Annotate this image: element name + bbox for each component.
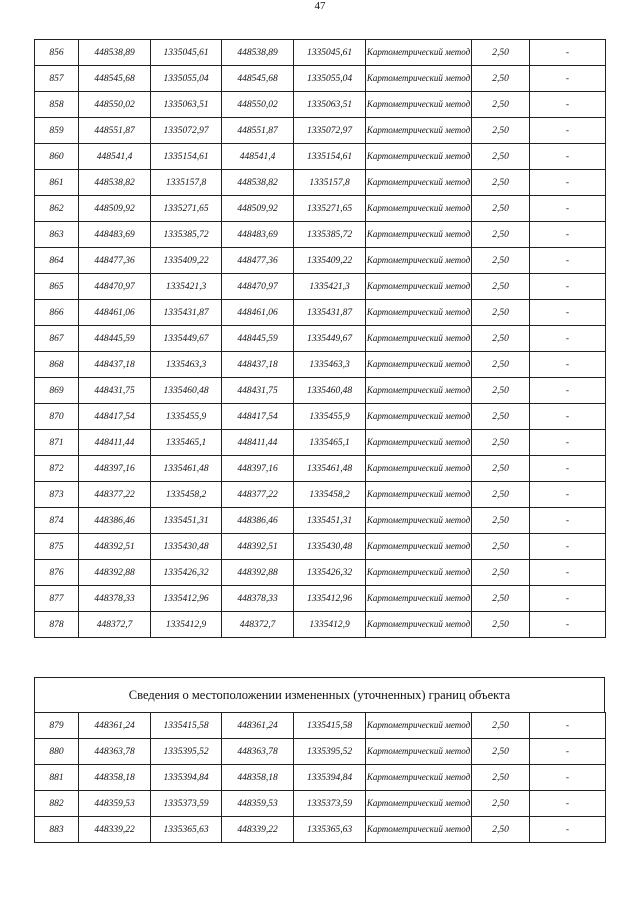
method-label: Картометрический метод xyxy=(366,255,471,265)
x-existing-cell: 448392,88 xyxy=(79,560,151,586)
y-existing-cell: 1335385,72 xyxy=(151,222,222,248)
point-number-cell: 865 xyxy=(35,274,79,300)
y-changed-cell: 1335426,32 xyxy=(294,560,366,586)
y-existing-cell: 1335365,63 xyxy=(151,817,222,843)
point-number-cell: 861 xyxy=(35,170,79,196)
accuracy-cell: 2,50 xyxy=(472,482,530,508)
description-cell: - xyxy=(530,482,606,508)
point-number-cell: 877 xyxy=(35,586,79,612)
x-changed-cell: 448551,87 xyxy=(222,118,294,144)
method-label: Картометрический метод xyxy=(366,411,471,421)
method-cell xyxy=(366,482,472,508)
y-changed-cell: 1335063,51 xyxy=(294,92,366,118)
x-existing-cell: 448386,46 xyxy=(79,508,151,534)
x-changed-cell: 448363,78 xyxy=(222,739,294,765)
description-cell: - xyxy=(530,508,606,534)
point-number-cell: 873 xyxy=(35,482,79,508)
y-changed-cell: 1335421,3 xyxy=(294,274,366,300)
table-row xyxy=(35,248,606,274)
x-existing-cell: 448551,87 xyxy=(79,118,151,144)
point-number-cell: 857 xyxy=(35,66,79,92)
y-changed-cell: 1335072,97 xyxy=(294,118,366,144)
y-changed-cell: 1335465,1 xyxy=(294,430,366,456)
method-label: Картометрический метод xyxy=(366,619,471,629)
x-existing-cell: 448363,78 xyxy=(79,739,151,765)
method-label: Картометрический метод xyxy=(366,177,471,187)
description-cell: - xyxy=(530,274,606,300)
description-cell: - xyxy=(530,248,606,274)
table-row xyxy=(35,196,606,222)
x-changed-cell: 448541,4 xyxy=(222,144,294,170)
y-existing-cell: 1335430,48 xyxy=(151,534,222,560)
x-existing-cell: 448431,75 xyxy=(79,378,151,404)
accuracy-cell: 2,50 xyxy=(472,170,530,196)
y-existing-cell: 1335063,51 xyxy=(151,92,222,118)
table-row xyxy=(35,92,606,118)
point-number-cell: 879 xyxy=(35,713,79,739)
table-row xyxy=(35,40,606,66)
method-cell xyxy=(366,612,472,638)
x-changed-cell: 448411,44 xyxy=(222,430,294,456)
accuracy-cell: 2,50 xyxy=(472,144,530,170)
y-existing-cell: 1335373,59 xyxy=(151,791,222,817)
table-row xyxy=(35,274,606,300)
x-changed-cell: 448392,51 xyxy=(222,534,294,560)
method-cell xyxy=(366,586,472,612)
accuracy-cell: 2,50 xyxy=(472,248,530,274)
x-changed-cell: 448470,97 xyxy=(222,274,294,300)
description-cell: - xyxy=(530,170,606,196)
method-label: Картометрический метод xyxy=(366,229,471,239)
y-existing-cell: 1335045,61 xyxy=(151,40,222,66)
x-changed-cell: 448461,06 xyxy=(222,300,294,326)
changed-boundaries-table xyxy=(34,712,606,843)
y-existing-cell: 1335460,48 xyxy=(151,378,222,404)
y-existing-cell: 1335157,8 xyxy=(151,170,222,196)
table-row xyxy=(35,144,606,170)
point-number-cell: 871 xyxy=(35,430,79,456)
x-changed-cell: 448378,33 xyxy=(222,586,294,612)
y-changed-cell: 1335395,52 xyxy=(294,739,366,765)
y-changed-cell: 1335430,48 xyxy=(294,534,366,560)
x-changed-cell: 448509,92 xyxy=(222,196,294,222)
point-number-cell: 859 xyxy=(35,118,79,144)
y-changed-cell: 1335460,48 xyxy=(294,378,366,404)
y-existing-cell: 1335072,97 xyxy=(151,118,222,144)
y-changed-cell: 1335463,3 xyxy=(294,352,366,378)
accuracy-cell: 2,50 xyxy=(472,92,530,118)
y-existing-cell: 1335426,32 xyxy=(151,560,222,586)
description-cell: - xyxy=(530,378,606,404)
description-cell: - xyxy=(530,612,606,638)
point-number-cell: 866 xyxy=(35,300,79,326)
description-cell: - xyxy=(530,534,606,560)
y-changed-cell: 1335045,61 xyxy=(294,40,366,66)
table-row xyxy=(35,713,606,739)
coordinates-table-body xyxy=(35,40,606,638)
method-label: Картометрический метод xyxy=(366,125,471,135)
method-cell xyxy=(366,791,472,817)
description-cell: - xyxy=(530,118,606,144)
x-changed-cell: 448386,46 xyxy=(222,508,294,534)
point-number-cell: 869 xyxy=(35,378,79,404)
x-changed-cell: 448417,54 xyxy=(222,404,294,430)
x-changed-cell: 448372,7 xyxy=(222,612,294,638)
method-cell xyxy=(366,739,472,765)
point-number-cell: 880 xyxy=(35,739,79,765)
table-row xyxy=(35,534,606,560)
description-cell: - xyxy=(530,144,606,170)
accuracy-cell: 2,50 xyxy=(472,713,530,739)
y-changed-cell: 1335373,59 xyxy=(294,791,366,817)
method-label: Картометрический метод xyxy=(366,746,471,756)
table-row xyxy=(35,456,606,482)
y-changed-cell: 1335451,31 xyxy=(294,508,366,534)
method-label: Картометрический метод xyxy=(366,281,471,291)
y-changed-cell: 1335431,87 xyxy=(294,300,366,326)
x-existing-cell: 448377,22 xyxy=(79,482,151,508)
y-changed-cell: 1335412,9 xyxy=(294,612,366,638)
table-row xyxy=(35,66,606,92)
x-existing-cell: 448541,4 xyxy=(79,144,151,170)
method-cell xyxy=(366,378,472,404)
x-changed-cell: 448431,75 xyxy=(222,378,294,404)
x-existing-cell: 448470,97 xyxy=(79,274,151,300)
x-existing-cell: 448437,18 xyxy=(79,352,151,378)
method-cell xyxy=(366,118,472,144)
description-cell: - xyxy=(530,586,606,612)
x-changed-cell: 448361,24 xyxy=(222,713,294,739)
x-existing-cell: 448378,33 xyxy=(79,586,151,612)
y-existing-cell: 1335415,58 xyxy=(151,713,222,739)
method-label: Картометрический метод xyxy=(366,772,471,782)
method-label: Картометрический метод xyxy=(366,47,471,57)
x-existing-cell: 448483,69 xyxy=(79,222,151,248)
y-existing-cell: 1335465,1 xyxy=(151,430,222,456)
description-cell: - xyxy=(530,739,606,765)
x-existing-cell: 448461,06 xyxy=(79,300,151,326)
y-changed-cell: 1335415,58 xyxy=(294,713,366,739)
description-cell: - xyxy=(530,352,606,378)
point-number-cell: 881 xyxy=(35,765,79,791)
method-label: Картометрический метод xyxy=(366,151,471,161)
accuracy-cell: 2,50 xyxy=(472,765,530,791)
x-changed-cell: 448538,82 xyxy=(222,170,294,196)
x-changed-cell: 448437,18 xyxy=(222,352,294,378)
method-cell xyxy=(366,144,472,170)
accuracy-cell: 2,50 xyxy=(472,586,530,612)
point-number-cell: 868 xyxy=(35,352,79,378)
point-number-cell: 860 xyxy=(35,144,79,170)
section-title: Сведения о местоположении измененных (уточненных) границ объекта xyxy=(34,677,605,712)
x-changed-cell: 448483,69 xyxy=(222,222,294,248)
y-changed-cell: 1335055,04 xyxy=(294,66,366,92)
table-row xyxy=(35,352,606,378)
x-existing-cell: 448392,51 xyxy=(79,534,151,560)
y-existing-cell: 1335455,9 xyxy=(151,404,222,430)
description-cell: - xyxy=(530,404,606,430)
method-cell xyxy=(366,40,472,66)
x-changed-cell: 448545,68 xyxy=(222,66,294,92)
method-label: Картометрический метод xyxy=(366,720,471,730)
accuracy-cell: 2,50 xyxy=(472,66,530,92)
method-cell xyxy=(366,170,472,196)
y-existing-cell: 1335412,96 xyxy=(151,586,222,612)
method-label: Картометрический метод xyxy=(366,333,471,343)
accuracy-cell: 2,50 xyxy=(472,404,530,430)
point-number-cell: 870 xyxy=(35,404,79,430)
y-existing-cell: 1335463,3 xyxy=(151,352,222,378)
y-changed-cell: 1335409,22 xyxy=(294,248,366,274)
table-row xyxy=(35,586,606,612)
y-changed-cell: 1335394,84 xyxy=(294,765,366,791)
point-number-cell: 858 xyxy=(35,92,79,118)
method-label: Картометрический метод xyxy=(366,593,471,603)
description-cell: - xyxy=(530,196,606,222)
accuracy-cell: 2,50 xyxy=(472,118,530,144)
method-cell xyxy=(366,560,472,586)
method-cell xyxy=(366,92,472,118)
method-label: Картометрический метод xyxy=(366,385,471,395)
x-changed-cell: 448377,22 xyxy=(222,482,294,508)
y-changed-cell: 1335271,65 xyxy=(294,196,366,222)
method-label: Картометрический метод xyxy=(366,824,471,834)
method-label: Картометрический метод xyxy=(366,541,471,551)
method-label: Картометрический метод xyxy=(366,203,471,213)
description-cell: - xyxy=(530,222,606,248)
method-label: Картометрический метод xyxy=(366,463,471,473)
x-existing-cell: 448372,7 xyxy=(79,612,151,638)
table-row xyxy=(35,300,606,326)
method-cell xyxy=(366,817,472,843)
y-changed-cell: 1335154,61 xyxy=(294,144,366,170)
accuracy-cell: 2,50 xyxy=(472,326,530,352)
changed-boundaries-table-body xyxy=(35,713,606,843)
x-existing-cell: 448411,44 xyxy=(79,430,151,456)
table-row xyxy=(35,482,606,508)
accuracy-cell: 2,50 xyxy=(472,739,530,765)
point-number-cell: 883 xyxy=(35,817,79,843)
method-cell xyxy=(366,300,472,326)
description-cell: - xyxy=(530,456,606,482)
description-cell: - xyxy=(530,326,606,352)
x-existing-cell: 448397,16 xyxy=(79,456,151,482)
table-row xyxy=(35,170,606,196)
x-changed-cell: 448550,02 xyxy=(222,92,294,118)
point-number-cell: 872 xyxy=(35,456,79,482)
point-number-cell: 864 xyxy=(35,248,79,274)
method-cell xyxy=(366,66,472,92)
y-changed-cell: 1335412,96 xyxy=(294,586,366,612)
description-cell: - xyxy=(530,40,606,66)
x-existing-cell: 448509,92 xyxy=(79,196,151,222)
x-changed-cell: 448392,88 xyxy=(222,560,294,586)
table-row xyxy=(35,118,606,144)
table-row xyxy=(35,222,606,248)
y-existing-cell: 1335409,22 xyxy=(151,248,222,274)
table-row xyxy=(35,404,606,430)
description-cell: - xyxy=(530,791,606,817)
y-existing-cell: 1335412,9 xyxy=(151,612,222,638)
method-cell xyxy=(366,248,472,274)
table-row xyxy=(35,612,606,638)
table-row xyxy=(35,817,606,843)
y-existing-cell: 1335458,2 xyxy=(151,482,222,508)
x-changed-cell: 448445,59 xyxy=(222,326,294,352)
y-existing-cell: 1335431,87 xyxy=(151,300,222,326)
y-changed-cell: 1335455,9 xyxy=(294,404,366,430)
point-number-cell: 867 xyxy=(35,326,79,352)
method-cell xyxy=(366,456,472,482)
x-existing-cell: 448445,59 xyxy=(79,326,151,352)
y-existing-cell: 1335421,3 xyxy=(151,274,222,300)
x-changed-cell: 448477,36 xyxy=(222,248,294,274)
method-label: Картометрический метод xyxy=(366,437,471,447)
y-changed-cell: 1335385,72 xyxy=(294,222,366,248)
y-existing-cell: 1335154,61 xyxy=(151,144,222,170)
method-label: Картометрический метод xyxy=(366,567,471,577)
y-changed-cell: 1335365,63 xyxy=(294,817,366,843)
method-cell xyxy=(366,534,472,560)
x-changed-cell: 448538,89 xyxy=(222,40,294,66)
description-cell: - xyxy=(530,817,606,843)
accuracy-cell: 2,50 xyxy=(472,456,530,482)
accuracy-cell: 2,50 xyxy=(472,791,530,817)
method-label: Картометрический метод xyxy=(366,359,471,369)
page-number: 47 xyxy=(314,0,326,12)
accuracy-cell: 2,50 xyxy=(472,378,530,404)
description-cell: - xyxy=(530,66,606,92)
method-label: Картометрический метод xyxy=(366,798,471,808)
y-existing-cell: 1335449,67 xyxy=(151,326,222,352)
table-row xyxy=(35,326,606,352)
table-row xyxy=(35,560,606,586)
method-label: Картометрический метод xyxy=(366,99,471,109)
table-row xyxy=(35,765,606,791)
y-changed-cell: 1335458,2 xyxy=(294,482,366,508)
x-existing-cell: 448339,22 xyxy=(79,817,151,843)
method-cell xyxy=(366,196,472,222)
method-cell xyxy=(366,222,472,248)
description-cell: - xyxy=(530,430,606,456)
x-existing-cell: 448361,24 xyxy=(79,713,151,739)
accuracy-cell: 2,50 xyxy=(472,300,530,326)
coordinates-table xyxy=(34,39,606,638)
method-label: Картометрический метод xyxy=(366,489,471,499)
accuracy-cell: 2,50 xyxy=(472,222,530,248)
point-number-cell: 882 xyxy=(35,791,79,817)
accuracy-cell: 2,50 xyxy=(472,560,530,586)
x-changed-cell: 448359,53 xyxy=(222,791,294,817)
accuracy-cell: 2,50 xyxy=(472,40,530,66)
y-existing-cell: 1335394,84 xyxy=(151,765,222,791)
y-existing-cell: 1335271,65 xyxy=(151,196,222,222)
x-existing-cell: 448550,02 xyxy=(79,92,151,118)
y-existing-cell: 1335055,04 xyxy=(151,66,222,92)
x-changed-cell: 448339,22 xyxy=(222,817,294,843)
description-cell: - xyxy=(530,713,606,739)
accuracy-cell: 2,50 xyxy=(472,352,530,378)
x-existing-cell: 448545,68 xyxy=(79,66,151,92)
description-cell: - xyxy=(530,560,606,586)
accuracy-cell: 2,50 xyxy=(472,274,530,300)
point-number-cell: 863 xyxy=(35,222,79,248)
point-number-cell: 862 xyxy=(35,196,79,222)
method-label: Картометрический метод xyxy=(366,515,471,525)
x-existing-cell: 448538,82 xyxy=(79,170,151,196)
table-row xyxy=(35,508,606,534)
x-existing-cell: 448417,54 xyxy=(79,404,151,430)
x-existing-cell: 448359,53 xyxy=(79,791,151,817)
method-cell xyxy=(366,404,472,430)
accuracy-cell: 2,50 xyxy=(472,612,530,638)
description-cell: - xyxy=(530,300,606,326)
accuracy-cell: 2,50 xyxy=(472,534,530,560)
y-existing-cell: 1335395,52 xyxy=(151,739,222,765)
accuracy-cell: 2,50 xyxy=(472,430,530,456)
description-cell: - xyxy=(530,765,606,791)
y-existing-cell: 1335451,31 xyxy=(151,508,222,534)
table-row xyxy=(35,791,606,817)
method-cell xyxy=(366,326,472,352)
x-existing-cell: 448538,89 xyxy=(79,40,151,66)
method-label: Картометрический метод xyxy=(366,73,471,83)
method-cell xyxy=(366,430,472,456)
point-number-cell: 874 xyxy=(35,508,79,534)
point-number-cell: 876 xyxy=(35,560,79,586)
table-row xyxy=(35,430,606,456)
x-existing-cell: 448477,36 xyxy=(79,248,151,274)
y-changed-cell: 1335461,48 xyxy=(294,456,366,482)
y-changed-cell: 1335157,8 xyxy=(294,170,366,196)
method-cell xyxy=(366,765,472,791)
table-row xyxy=(35,378,606,404)
x-changed-cell: 448358,18 xyxy=(222,765,294,791)
method-cell xyxy=(366,508,472,534)
method-cell xyxy=(366,713,472,739)
accuracy-cell: 2,50 xyxy=(472,817,530,843)
description-cell: - xyxy=(530,92,606,118)
method-label: Картометрический метод xyxy=(366,307,471,317)
y-existing-cell: 1335461,48 xyxy=(151,456,222,482)
x-existing-cell: 448358,18 xyxy=(79,765,151,791)
y-changed-cell: 1335449,67 xyxy=(294,326,366,352)
point-number-cell: 878 xyxy=(35,612,79,638)
method-cell xyxy=(366,274,472,300)
x-changed-cell: 448397,16 xyxy=(222,456,294,482)
accuracy-cell: 2,50 xyxy=(472,196,530,222)
point-number-cell: 856 xyxy=(35,40,79,66)
accuracy-cell: 2,50 xyxy=(472,508,530,534)
table-row xyxy=(35,739,606,765)
method-cell xyxy=(366,352,472,378)
point-number-cell: 875 xyxy=(35,534,79,560)
